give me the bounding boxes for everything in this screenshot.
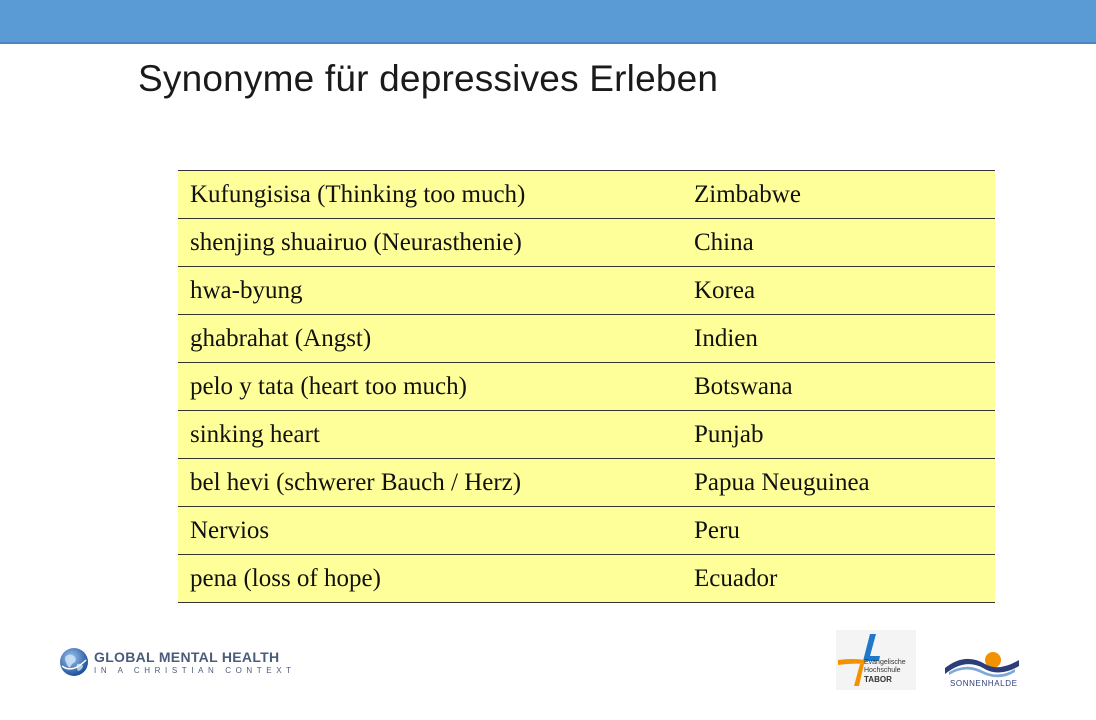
term-cell: ghabrahat (Angst) bbox=[190, 324, 372, 352]
term-cell: hwa-byung bbox=[190, 276, 303, 304]
region-cell: Botswana bbox=[694, 372, 793, 400]
top-header-bar bbox=[0, 0, 1096, 44]
tabor-line-1: Evangelische bbox=[864, 659, 906, 666]
region-cell: Papua Neuguinea bbox=[694, 468, 870, 496]
table-row bbox=[178, 171, 995, 219]
table-row bbox=[178, 267, 995, 315]
region-cell: China bbox=[694, 228, 754, 256]
term-cell: pelo y tata (heart too much) bbox=[190, 372, 467, 400]
region-cell: Punjab bbox=[694, 420, 764, 448]
global-mental-health-logo bbox=[58, 646, 296, 678]
table-row bbox=[178, 219, 995, 267]
tabor-line-2: Hochschule bbox=[864, 667, 901, 675]
globe-icon bbox=[58, 646, 90, 678]
term-cell: Nervios bbox=[190, 516, 270, 544]
region-cell: Ecuador bbox=[694, 564, 778, 592]
table-row bbox=[178, 363, 995, 411]
region-cell: Korea bbox=[694, 276, 756, 304]
region-cell: Peru bbox=[694, 516, 740, 544]
sonnenhalde-logo-mark bbox=[943, 646, 1021, 678]
term-cell: Kufungisisa (Thinking too much) bbox=[190, 180, 526, 208]
gmh-logo-subtitle: IN A CHRISTIAN CONTEXT bbox=[94, 665, 296, 675]
slide-title: Synonyme für depressives Erleben bbox=[138, 58, 719, 99]
table-row bbox=[178, 315, 995, 363]
tabor-logo-text bbox=[864, 659, 906, 684]
term-cell: pena (loss of hope) bbox=[190, 564, 381, 592]
table-row bbox=[178, 411, 995, 459]
synonym-table bbox=[178, 170, 995, 603]
region-cell: Indien bbox=[694, 324, 758, 352]
sonnenhalde-logo-text: SONNENHALDE bbox=[950, 679, 1018, 688]
table-row bbox=[178, 459, 995, 507]
term-cell: sinking heart bbox=[190, 420, 320, 448]
region-cell: Zimbabwe bbox=[694, 180, 801, 208]
term-cell: bel hevi (schwerer Bauch / Herz) bbox=[190, 468, 522, 496]
table-row bbox=[178, 555, 995, 603]
tabor-name: TABOR bbox=[864, 675, 892, 685]
table-row bbox=[178, 507, 995, 555]
term-cell: shenjing shuairuo (Neurasthenie) bbox=[190, 228, 522, 256]
gmh-logo-title: GLOBAL MENTAL HEALTH bbox=[94, 648, 280, 665]
